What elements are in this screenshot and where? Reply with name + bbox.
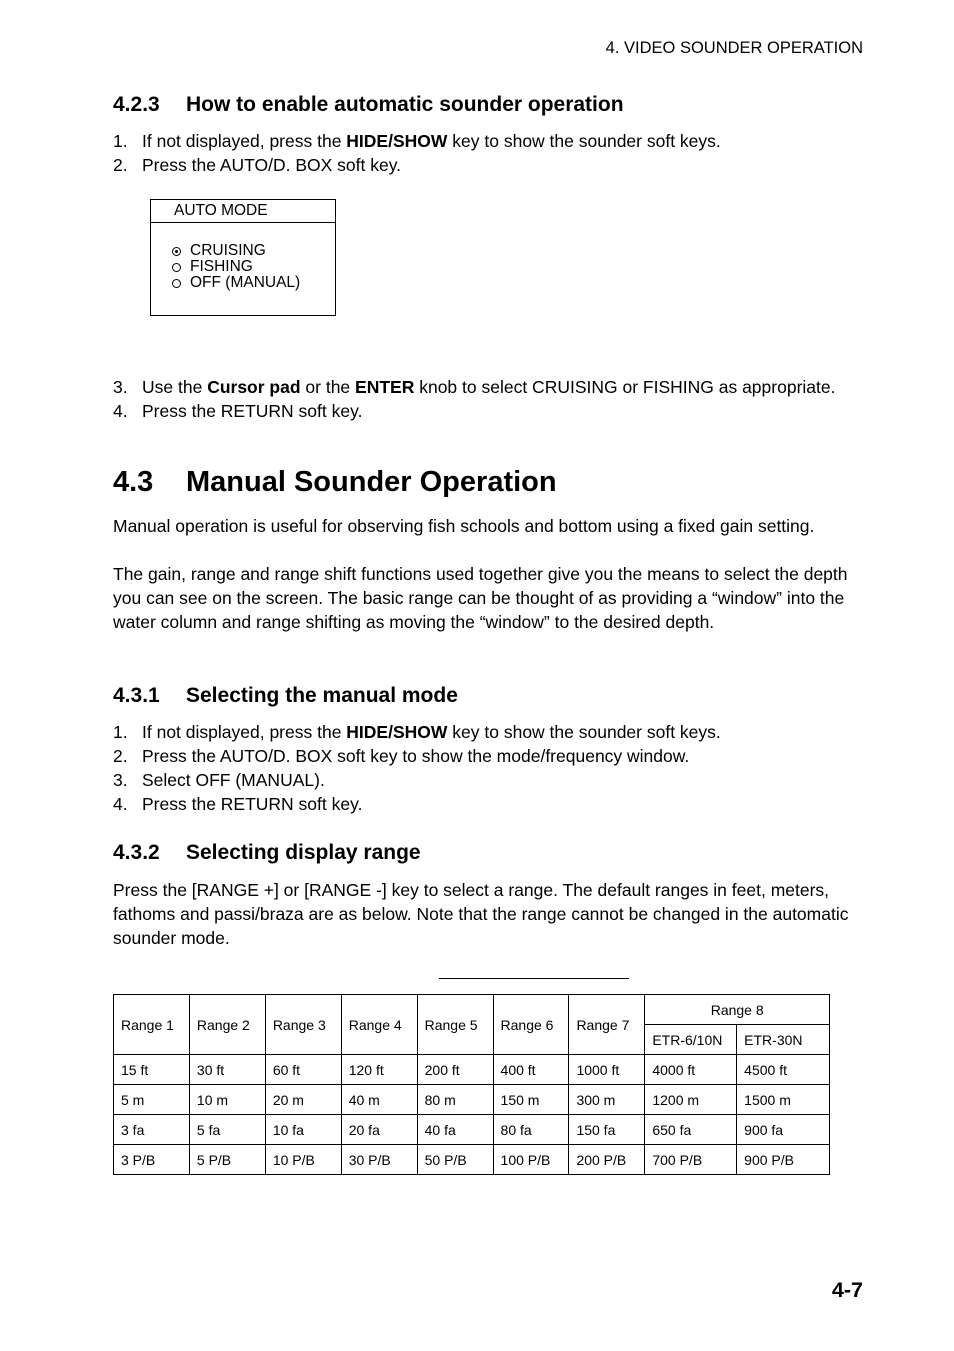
- table-cell: 1000 ft: [569, 1055, 645, 1085]
- table-row: [114, 1145, 830, 1175]
- table-cell: 20 fa: [341, 1115, 417, 1145]
- table-cell: 200 ft: [417, 1055, 493, 1085]
- step-text: If not displayed, press the: [142, 722, 347, 742]
- table-cell: 120 ft: [341, 1055, 417, 1085]
- section-title: How to enable automatic sounder operation: [186, 93, 624, 116]
- header-cell: Range 4: [341, 995, 417, 1055]
- table-cell: 150 fa: [569, 1115, 645, 1145]
- table-cell: 100 P/B: [493, 1145, 569, 1175]
- auto-mode-title: AUTO MODE: [151, 200, 335, 223]
- section-title: Selecting display range: [186, 841, 421, 864]
- table-cell: 400 ft: [493, 1055, 569, 1085]
- table-cell: 80 fa: [493, 1115, 569, 1145]
- paragraph: The gain, range and range shift functions used together give you the means to select the depth you can see on the screen. The basic range can be thought of as providing a “window” into the water column and range shifting as moving the “window” to the desired depth.: [113, 564, 848, 632]
- table-cell: 4000 ft: [645, 1055, 737, 1085]
- steps-list-423b: [113, 375, 853, 423]
- option-label: CRUISING: [190, 242, 266, 259]
- list-item: [113, 720, 853, 744]
- section-number: 4.3: [113, 466, 154, 498]
- subheader-cell: ETR-6/10N: [645, 1025, 737, 1055]
- option-cruising[interactable]: [172, 243, 335, 259]
- section-number: 4.2.3: [113, 93, 160, 116]
- table-cell: 60 ft: [265, 1055, 341, 1085]
- table-cell: 900 fa: [737, 1115, 830, 1145]
- section-title: Manual Sounder Operation: [186, 466, 557, 498]
- control-name: ENTER: [355, 377, 415, 397]
- step-text: knob to select CRUISING or FISHING as appropriate.: [414, 377, 836, 397]
- option-label: OFF (MANUAL): [190, 274, 301, 291]
- header-cell: Range 7: [569, 995, 645, 1055]
- paragraph: Press the [RANGE +] or [RANGE -] key to select a range. The default ranges in feet, meters, fathoms and passi/braza are as below. Note that the range cannot be changed in the automatic sounder mode.: [113, 880, 849, 948]
- table-cell: 80 m: [417, 1085, 493, 1115]
- header-cell: Range 6: [493, 995, 569, 1055]
- header-cell: Range 2: [189, 995, 265, 1055]
- header-cell: Range 3: [265, 995, 341, 1055]
- step-text: key to show the sounder soft keys.: [447, 722, 721, 742]
- list-item: [113, 768, 853, 792]
- table-cell: 30 P/B: [341, 1145, 417, 1175]
- section-title: Selecting the manual mode: [186, 684, 458, 707]
- list-item: [113, 399, 853, 423]
- radio-icon[interactable]: [172, 263, 181, 272]
- table-cell: 4500 ft: [737, 1055, 830, 1085]
- table-cell: 5 fa: [189, 1115, 265, 1145]
- table-cell: 300 m: [569, 1085, 645, 1115]
- step-number: 4.: [113, 401, 128, 421]
- step-text: Select OFF (MANUAL).: [142, 770, 325, 790]
- table-cell: 5 P/B: [189, 1145, 265, 1175]
- step-number: 1.: [113, 131, 128, 151]
- table-cell: 1200 m: [645, 1085, 737, 1115]
- section-number: 4.3.1: [113, 684, 160, 707]
- table-row: [114, 1055, 830, 1085]
- step-text: Press the RETURN soft key.: [142, 794, 363, 814]
- step-number: 4.: [113, 794, 128, 814]
- auto-mode-options: [151, 243, 335, 291]
- step-number: 3.: [113, 377, 128, 397]
- radio-icon[interactable]: [172, 279, 181, 288]
- radio-selected-icon[interactable]: [172, 247, 181, 256]
- control-name: Cursor pad: [207, 377, 301, 397]
- header-cell: Range 5: [417, 995, 493, 1055]
- table-cell: 650 fa: [645, 1115, 737, 1145]
- list-item: [113, 129, 853, 153]
- table-cell: 30 ft: [189, 1055, 265, 1085]
- table-cell: 200 P/B: [569, 1145, 645, 1175]
- step-number: 1.: [113, 722, 128, 742]
- table-cell: 40 m: [341, 1085, 417, 1115]
- key-name: HIDE/SHOW: [346, 722, 448, 742]
- list-item: [113, 792, 853, 816]
- step-number: 3.: [113, 770, 128, 790]
- option-label: FISHING: [190, 258, 253, 275]
- section-number: 4.3.2: [113, 841, 160, 864]
- section-heading-4-3-2: [113, 841, 421, 865]
- table-cell: 3 P/B: [114, 1145, 190, 1175]
- option-fishing[interactable]: [172, 259, 335, 275]
- list-item: [113, 744, 853, 768]
- header-cell: Range 8: [645, 995, 830, 1025]
- steps-list-423a: [113, 129, 853, 177]
- step-text: Use the: [142, 377, 208, 397]
- section-heading-4-3: [113, 466, 557, 499]
- section-heading-4-3-1: [113, 684, 458, 708]
- running-header: 4. VIDEO SOUNDER OPERATION: [605, 39, 863, 57]
- divider-line: [439, 978, 629, 979]
- table-cell: 15 ft: [114, 1055, 190, 1085]
- key-name: HIDE/SHOW: [346, 131, 448, 151]
- table-cell: 10 P/B: [265, 1145, 341, 1175]
- list-item: [113, 153, 853, 177]
- step-text: Press the AUTO/D. BOX soft key.: [142, 155, 402, 175]
- table-cell: 50 P/B: [417, 1145, 493, 1175]
- range-table: [113, 994, 830, 1175]
- table-cell: 1500 m: [737, 1085, 830, 1115]
- step-text: key to show the sounder soft keys.: [447, 131, 721, 151]
- step-text: Press the RETURN soft key.: [142, 401, 363, 421]
- table-cell: 10 fa: [265, 1115, 341, 1145]
- list-item: [113, 375, 853, 399]
- option-off-manual[interactable]: [172, 275, 335, 291]
- table-cell: 20 m: [265, 1085, 341, 1115]
- table-row: [114, 1085, 830, 1115]
- table-header-row: [114, 995, 830, 1025]
- step-text: If not displayed, press the: [142, 131, 347, 151]
- table-cell: 40 fa: [417, 1115, 493, 1145]
- step-text: or the: [300, 377, 356, 397]
- step-number: 2.: [113, 746, 128, 766]
- section-heading-4-2-3: [113, 93, 624, 117]
- table-cell: 10 m: [189, 1085, 265, 1115]
- step-text: Press the AUTO/D. BOX soft key to show the mode/frequency window.: [142, 746, 690, 766]
- subheader-cell: ETR-30N: [737, 1025, 830, 1055]
- header-cell: Range 1: [114, 995, 190, 1055]
- table-cell: 3 fa: [114, 1115, 190, 1145]
- table-cell: 5 m: [114, 1085, 190, 1115]
- page-number: 4-7: [831, 1278, 863, 1302]
- steps-list-431: [113, 720, 853, 816]
- table-cell: 700 P/B: [645, 1145, 737, 1175]
- step-number: 2.: [113, 155, 128, 175]
- table-row: [114, 1115, 830, 1145]
- auto-mode-window: [150, 199, 336, 316]
- table-cell: 150 m: [493, 1085, 569, 1115]
- table-cell: 900 P/B: [737, 1145, 830, 1175]
- paragraph: Manual operation is useful for observing fish schools and bottom using a fixed gain setting.: [113, 516, 815, 536]
